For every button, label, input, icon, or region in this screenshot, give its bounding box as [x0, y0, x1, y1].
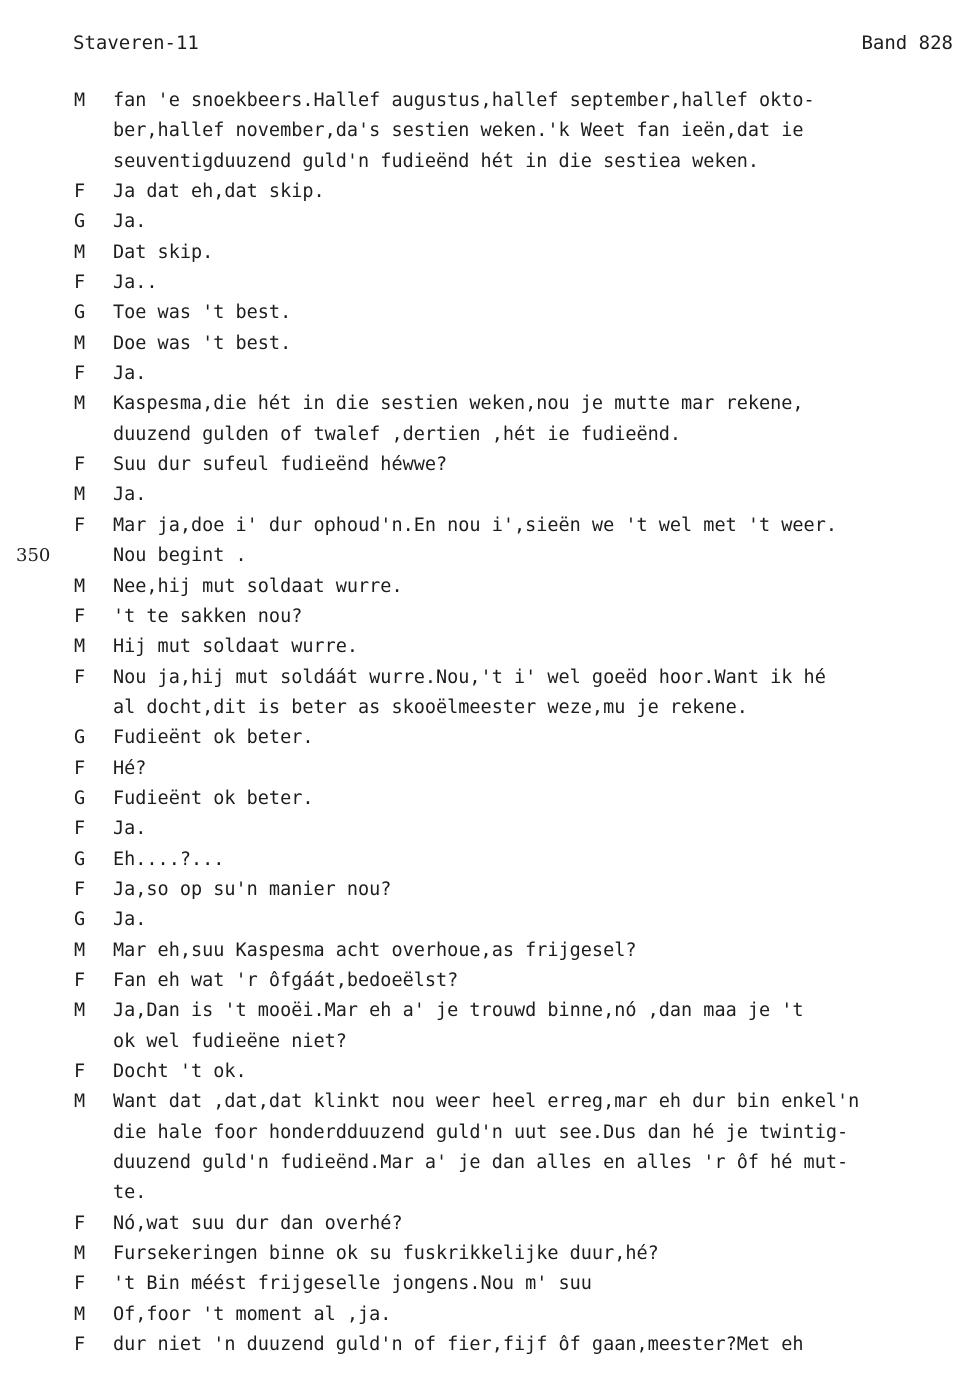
transcript-line: [0, 389, 979, 419]
speaker-label: F: [74, 1273, 86, 1295]
speaker-label: G: [74, 727, 86, 749]
transcript-line: [0, 602, 979, 632]
speaker-label: F: [74, 454, 86, 476]
line-text: seuventigduuzend guld'n fudieënd hét in die sestiea weken.: [113, 150, 760, 172]
transcript-line: [0, 359, 979, 389]
line-text: Of,foor 't moment al ,ja.: [113, 1303, 392, 1325]
speaker-label: M: [74, 1303, 86, 1325]
transcript-line: [0, 1178, 979, 1208]
transcript-line: [0, 754, 979, 784]
line-text: Mar ja,doe i' dur ophoud'n.En nou i',sieën we 't wel met 't weer.: [113, 514, 837, 536]
line-text: duuzend gulden of twalef ,dertien ,hét ie fudieënd.: [113, 423, 682, 445]
line-text: Toe was 't best.: [113, 302, 292, 324]
transcript-line: [0, 1300, 979, 1330]
transcript-line: [0, 1027, 979, 1057]
speaker-label: F: [74, 514, 86, 536]
line-text: Docht 't ok.: [113, 1061, 247, 1082]
speaker-label: M: [74, 1091, 86, 1113]
line-text: 't te sakken nou?: [113, 605, 303, 627]
transcript-line: [0, 693, 979, 723]
speaker-label: M: [74, 393, 86, 415]
transcript-line: [0, 1269, 979, 1299]
line-text: Hé?: [113, 757, 147, 779]
line-text: Ja.: [113, 909, 147, 931]
line-text: Ja.: [113, 363, 147, 385]
transcript-line: [0, 875, 979, 905]
transcript-line: [0, 177, 979, 207]
transcript-line: [0, 116, 979, 146]
speaker-label: G: [74, 848, 86, 870]
line-text: Nou begint .: [113, 545, 247, 567]
speaker-label: M: [74, 241, 86, 263]
transcript-line: [0, 268, 979, 298]
line-text: Fursekeringen binne ok su fuskrikkelijke duur,hé?: [113, 1243, 659, 1265]
line-text: duuzend guld'n fudieënd.Mar a' je dan alles en alles 'r ôf hé mut-: [113, 1152, 849, 1174]
line-text: Nó,wat suu dur dan overhé?: [113, 1212, 403, 1234]
speaker-label: G: [74, 787, 86, 809]
transcript-line: [0, 147, 979, 177]
line-text: Ja dat eh,dat skip.: [113, 181, 325, 203]
transcript-line: [0, 966, 979, 996]
speaker-label: F: [74, 272, 86, 294]
transcript-line: [0, 450, 979, 480]
transcript-line: [0, 511, 979, 541]
transcript-line: [0, 723, 979, 753]
transcript-line: [0, 298, 979, 328]
line-text: Ja.: [113, 211, 147, 233]
transcript-line: [0, 1239, 979, 1269]
transcript-line: [0, 905, 979, 935]
header-right: Band 828: [861, 32, 953, 54]
header-left: Staveren-11: [73, 32, 199, 54]
line-text: 't Bin méést frijgeselle jongens.Nou m' suu: [113, 1273, 592, 1295]
line-text: Mar eh,suu Kaspesma acht overhoue,as frijgesel?: [113, 939, 637, 961]
speaker-label: F: [74, 818, 86, 840]
transcript-line: [0, 541, 979, 571]
speaker-label: F: [74, 969, 86, 991]
transcript: [0, 86, 979, 1360]
transcript-line: [0, 1057, 979, 1087]
line-text: Ja..: [113, 272, 158, 294]
speaker-label: F: [74, 666, 86, 688]
transcript-line: [0, 632, 979, 662]
line-text: Want dat ,dat,dat klinkt nou weer heel erreg,mar eh dur bin enkel'n: [113, 1091, 860, 1113]
transcript-line: [0, 996, 979, 1026]
speaker-label: M: [74, 1243, 86, 1265]
transcript-line: [0, 845, 979, 875]
line-text: fan 'e snoekbeers.Hallef augustus,hallef september,hallef okto-: [113, 90, 815, 111]
speaker-label: G: [74, 211, 86, 233]
speaker-label: M: [74, 575, 86, 597]
line-text: die hale foor honderdduuzend guld'n uut see.Dus dan hé je twintig-: [113, 1121, 849, 1143]
transcript-line: [0, 329, 979, 359]
transcript-line: [0, 420, 979, 450]
line-text: Hij mut soldaat wurre.: [113, 636, 359, 658]
speaker-label: F: [74, 1334, 86, 1356]
line-text: Eh....?...: [113, 848, 225, 870]
speaker-label: G: [74, 302, 86, 324]
speaker-label: F: [74, 605, 86, 627]
speaker-label: G: [74, 909, 86, 931]
line-text: al docht,dit is beter as skooëlmeester weze,mu je rekene.: [113, 696, 748, 718]
transcript-line: [0, 572, 979, 602]
speaker-label: M: [74, 939, 86, 961]
line-text: Ja.: [113, 818, 147, 840]
speaker-label: M: [74, 90, 86, 111]
line-text: Fudieënt ok beter.: [113, 727, 314, 749]
line-text: ber,hallef november,da's sestien weken.'k Weet fan ieën,dat ie: [113, 120, 804, 142]
line-text: Doe was 't best.: [113, 332, 292, 354]
line-text: Ja,Dan is 't mooëi.Mar eh a' je trouwd binne,nó ,dan maa je 't: [113, 1000, 804, 1022]
line-text: Ja,so op su'n manier nou?: [113, 878, 392, 900]
transcript-line: [0, 1209, 979, 1239]
transcript-line: [0, 1330, 979, 1360]
transcript-line: [0, 936, 979, 966]
speaker-label: M: [74, 636, 86, 658]
transcript-line: [0, 86, 979, 116]
transcript-line: [0, 784, 979, 814]
line-text: Suu dur sufeul fudieënd héwwe?: [113, 454, 448, 476]
speaker-label: F: [74, 757, 86, 779]
line-text: Kaspesma,die hét in die sestien weken,nou je mutte mar rekene,: [113, 393, 804, 415]
line-text: Fan eh wat 'r ôfgáát,bedoeëlst?: [113, 969, 459, 991]
speaker-label: F: [74, 1061, 86, 1082]
speaker-label: M: [74, 1000, 86, 1022]
line-text: ok wel fudieëne niet?: [113, 1030, 347, 1052]
transcript-line: [0, 1148, 979, 1178]
speaker-label: F: [74, 878, 86, 900]
transcript-line: [0, 207, 979, 237]
line-text: Ja.: [113, 484, 147, 506]
line-text: Nee,hij mut soldaat wurre.: [113, 575, 403, 597]
transcript-line: [0, 480, 979, 510]
speaker-label: M: [74, 332, 86, 354]
transcript-line: [0, 238, 979, 268]
transcript-line: [0, 663, 979, 693]
margin-line-number: 350: [16, 545, 51, 567]
speaker-label: F: [74, 1212, 86, 1234]
line-text: Fudieënt ok beter.: [113, 787, 314, 809]
line-text: Dat skip.: [113, 241, 214, 263]
transcript-line: [0, 814, 979, 844]
line-text: dur niet 'n duuzend guld'n of fier,fijf ôf gaan,meester?Met eh: [113, 1334, 804, 1356]
transcript-line: [0, 1087, 979, 1117]
speaker-label: F: [74, 181, 86, 203]
transcript-line: [0, 1118, 979, 1148]
line-text: te.: [113, 1182, 147, 1204]
speaker-label: F: [74, 363, 86, 385]
speaker-label: M: [74, 484, 86, 506]
line-text: Nou ja,hij mut soldáát wurre.Nou,'t i' wel goeëd hoor.Want ik hé: [113, 666, 826, 688]
